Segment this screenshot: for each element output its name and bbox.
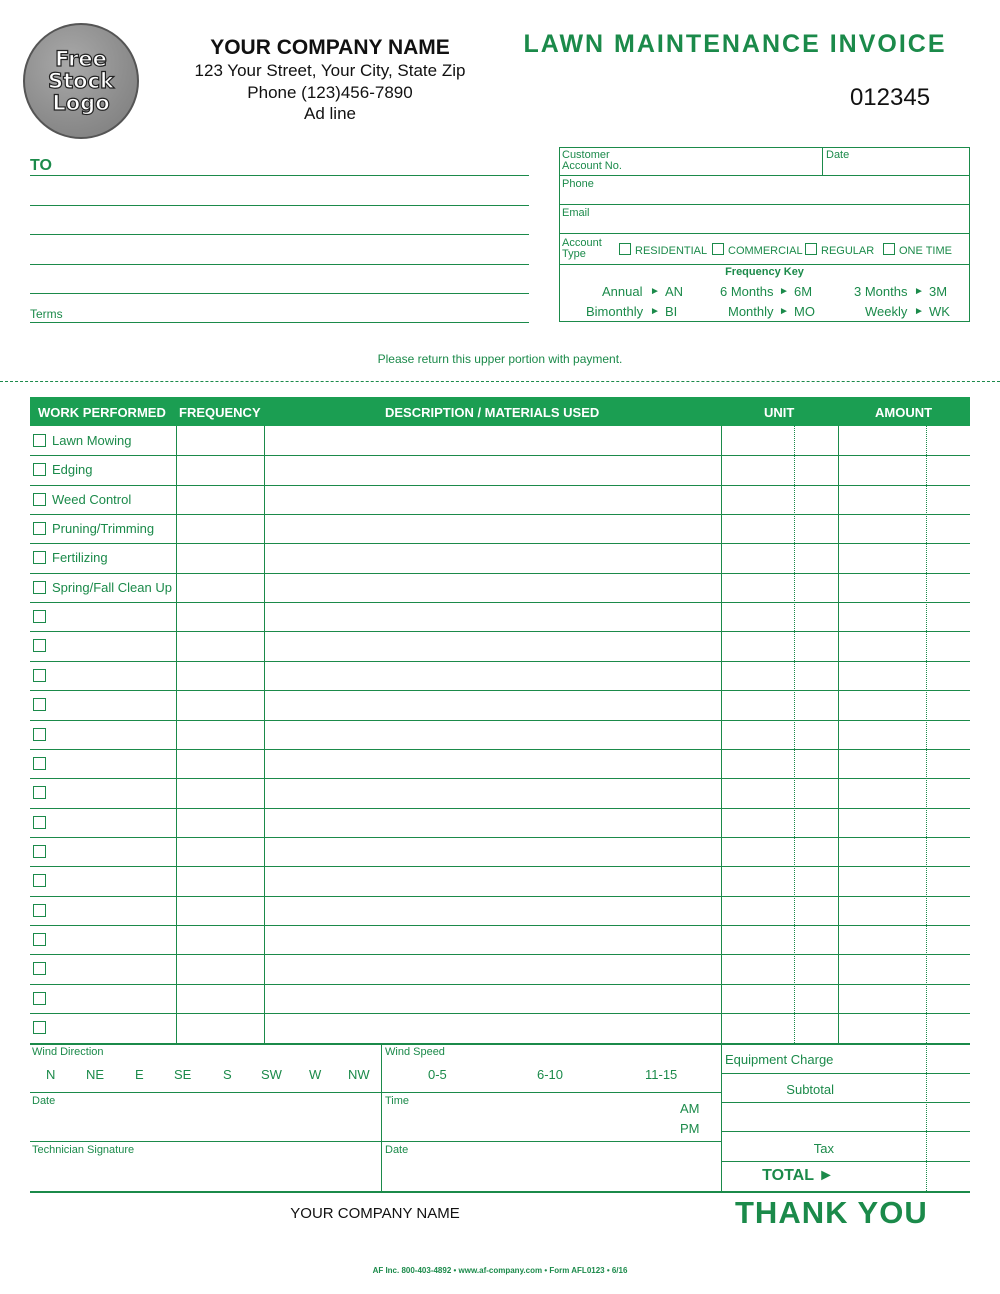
total-field[interactable]: [840, 1163, 966, 1189]
regular-label: REGULAR: [821, 245, 875, 257]
time-field[interactable]: [385, 1110, 665, 1138]
col-line: [264, 426, 265, 1043]
totals-rule: [721, 1161, 970, 1162]
header-description: DESCRIPTION / MATERIALS USED: [385, 405, 600, 420]
box-rule: [559, 204, 970, 205]
row-rule: [30, 896, 970, 897]
technician-signature-label: Technician Signature: [32, 1144, 135, 1156]
account-no-field[interactable]: [562, 162, 820, 174]
table-row[interactable]: [30, 514, 970, 543]
table-row[interactable]: [30, 690, 970, 719]
freq-annual-code: AN: [665, 284, 684, 299]
row-rule: [30, 954, 970, 955]
box-rule: [559, 264, 970, 265]
freq-weekly-name: Weekly: [865, 304, 908, 319]
box-rule: [559, 175, 970, 176]
one-time-checkbox[interactable]: [883, 243, 895, 255]
work-item-checkbox[interactable]: [33, 581, 46, 594]
header-work-performed: WORK PERFORMED: [38, 405, 166, 420]
freq-bimonthly-name: Bimonthly: [586, 304, 644, 319]
wind-dir-n[interactable]: N: [46, 1067, 56, 1082]
table-row[interactable]: [30, 720, 970, 749]
wind-dir-ne[interactable]: NE: [86, 1067, 105, 1082]
bottom-rule: [30, 1191, 970, 1193]
work-item-checkbox[interactable]: [33, 639, 46, 652]
logo-text-3: Logo: [52, 91, 110, 115]
work-item-checkbox[interactable]: [33, 698, 46, 711]
col-line: [838, 426, 839, 1043]
wind-dir-w[interactable]: W: [309, 1067, 322, 1082]
technician-signature-field[interactable]: [32, 1160, 377, 1188]
invoice-number: 012345: [849, 84, 931, 111]
company-address: 123 Your Street, Your City, State Zip: [194, 61, 466, 80]
work-item-checkbox[interactable]: [33, 493, 46, 506]
subtotal-field[interactable]: [840, 1075, 966, 1100]
logo-text-1: Free: [55, 47, 107, 71]
row-rule: [30, 690, 970, 691]
freq-weekly-code: WK: [929, 304, 950, 319]
freq-monthly-code: MO: [794, 304, 815, 319]
col-line: [721, 426, 722, 1191]
table-row[interactable]: [30, 866, 970, 895]
row-rule: [30, 808, 970, 809]
freq-6m-code: 6M: [794, 284, 813, 299]
pm-option[interactable]: PM: [680, 1121, 700, 1136]
work-item-label: Pruning/Trimming: [52, 521, 155, 537]
company-ad-line: Ad line: [304, 104, 356, 123]
totals-rule: [721, 1102, 970, 1103]
work-item-label: Lawn Mowing: [52, 433, 132, 448]
row-rule: [30, 778, 970, 779]
work-item-label: Weed Control: [52, 491, 132, 507]
header-unit: UNIT: [764, 405, 795, 420]
work-item-checkbox[interactable]: [33, 874, 46, 887]
work-item-label: Spring/Fall Clean Up: [52, 579, 172, 595]
bottom-divider: [381, 1043, 382, 1191]
table-row[interactable]: [30, 1013, 970, 1042]
row-rule: [30, 984, 970, 985]
work-item-checkbox[interactable]: [33, 463, 46, 476]
freq-6m-arrow-icon: ►: [779, 286, 789, 297]
equipment-charge-label: Equipment Charge: [725, 1052, 834, 1067]
row-rule: [30, 602, 970, 603]
bottom-rule: [30, 1141, 721, 1142]
work-item-checkbox[interactable]: [33, 845, 46, 858]
regular-checkbox[interactable]: [805, 243, 817, 255]
table-row[interactable]: [30, 954, 970, 983]
date-field[interactable]: [826, 162, 966, 174]
work-item-label: Fertilizing: [52, 550, 108, 566]
thank-you: THANK YOU: [735, 1195, 928, 1230]
row-rule: [30, 573, 970, 574]
box-divider: [822, 147, 823, 175]
wind-speed-11-15[interactable]: 11-15: [645, 1067, 678, 1082]
work-item-checkbox[interactable]: [33, 786, 46, 799]
box-rule: [559, 233, 970, 234]
table-header: [30, 397, 970, 426]
header-amount: AMOUNT: [875, 405, 933, 420]
customer-label: Customer: [562, 149, 610, 161]
logo-text-2: Stock: [47, 69, 114, 93]
to-label: TO: [30, 157, 52, 174]
table-row[interactable]: [30, 631, 970, 660]
tax-label: Tax: [813, 1141, 834, 1156]
to-line-4[interactable]: [30, 264, 529, 265]
freq-annual-arrow-icon: ►: [650, 286, 660, 297]
account-type-label-2: Type: [562, 248, 586, 260]
wind-dir-s[interactable]: S: [223, 1067, 232, 1082]
to-line-3[interactable]: [30, 234, 529, 235]
row-rule: [30, 485, 970, 486]
row-rule: [30, 1013, 970, 1014]
wind-dir-nw[interactable]: NW: [348, 1067, 370, 1082]
residential-checkbox[interactable]: [619, 243, 631, 255]
row-rule: [30, 455, 970, 456]
row-rule: [30, 925, 970, 926]
freq-3m-arrow-icon: ►: [914, 286, 924, 297]
company-phone: Phone (123)456-7890: [247, 83, 413, 102]
perforation-line: [0, 381, 1000, 382]
work-item-checkbox[interactable]: [33, 816, 46, 829]
work-item-checkbox[interactable]: [33, 669, 46, 682]
am-option[interactable]: AM: [680, 1101, 700, 1116]
one-time-label: ONE TIME: [899, 245, 952, 257]
wind-speed-0-5[interactable]: 0-5: [428, 1067, 447, 1082]
work-item-checkbox[interactable]: [33, 933, 46, 946]
work-item-label: Edging: [52, 462, 93, 478]
residential-label: RESIDENTIAL: [635, 245, 708, 257]
totals-rule: [721, 1131, 970, 1132]
subtotal-label: Subtotal: [786, 1082, 834, 1097]
to-line-2[interactable]: [30, 205, 529, 206]
table-row[interactable]: [30, 896, 970, 925]
bottom-rule: [30, 1092, 721, 1093]
tax-field[interactable]: [840, 1133, 966, 1158]
table-row[interactable]: [30, 925, 970, 954]
row-rule: [30, 661, 970, 662]
freq-6m-name: 6 Months: [720, 284, 774, 299]
row-rule: [30, 866, 970, 867]
work-item-checkbox[interactable]: [33, 551, 46, 564]
work-item-checkbox[interactable]: [33, 757, 46, 770]
account-no-label: Account No.: [562, 160, 622, 172]
signature-date-label: Date: [385, 1144, 409, 1156]
account-type-label-1: Account: [562, 237, 602, 249]
row-rule: [30, 631, 970, 632]
wind-speed-label: Wind Speed: [385, 1046, 445, 1058]
time-label: Time: [385, 1095, 410, 1107]
table-row[interactable]: [30, 984, 970, 1013]
table-row[interactable]: [30, 426, 970, 455]
freq-monthly-arrow-icon: ►: [779, 306, 789, 317]
work-item-checkbox[interactable]: [33, 728, 46, 741]
invoice-title: LAWN MAINTENANCE INVOICE: [523, 30, 947, 58]
signature-date-field[interactable]: [385, 1160, 717, 1188]
table-bottom-rule: [30, 1043, 970, 1045]
to-line-1[interactable]: [30, 175, 529, 176]
table-row[interactable]: [30, 485, 970, 514]
table-row[interactable]: [30, 749, 970, 778]
freq-3m-name: 3 Months: [854, 284, 908, 299]
email-field[interactable]: [600, 208, 966, 230]
freq-weekly-arrow-icon: ►: [914, 306, 924, 317]
return-note: Please return this upper portion with payment.: [377, 352, 623, 366]
freq-bimonthly-arrow-icon: ►: [650, 306, 660, 317]
table-row[interactable]: [30, 837, 970, 866]
work-item-checkbox[interactable]: [33, 904, 46, 917]
work-item-checkbox[interactable]: [33, 1021, 46, 1034]
form-footer: AF Inc. 800-403-4892 • www.af-company.com • Form AFL0123 • 6/16: [372, 1266, 628, 1275]
table-row[interactable]: [30, 778, 970, 807]
freq-monthly-name: Monthly: [728, 304, 774, 319]
row-rule: [30, 837, 970, 838]
table-row[interactable]: [30, 602, 970, 631]
unit-cents-line: [794, 426, 795, 1043]
freq-bimonthly-code: BI: [665, 304, 678, 319]
terms-label: Terms: [30, 307, 63, 321]
row-rule: [30, 720, 970, 721]
row-rule: [30, 514, 970, 515]
service-date-field[interactable]: [32, 1110, 377, 1138]
wind-speed-6-10[interactable]: 6-10: [537, 1067, 564, 1082]
footer-company-name: YOUR COMPANY NAME: [290, 1205, 460, 1222]
work-item-checkbox[interactable]: [33, 522, 46, 535]
table-row[interactable]: [30, 543, 970, 572]
wind-dir-e[interactable]: E: [135, 1067, 144, 1082]
terms-line[interactable]: [30, 322, 529, 323]
freq-3m-code: 3M: [929, 284, 948, 299]
company-logo: [23, 23, 139, 139]
service-date-label: Date: [32, 1095, 56, 1107]
totals-rule: [721, 1073, 970, 1074]
work-item-checkbox[interactable]: [33, 992, 46, 1005]
commercial-label: COMMERCIAL: [728, 245, 803, 257]
to-line-5[interactable]: [30, 293, 529, 294]
work-item-checkbox[interactable]: [33, 434, 46, 447]
phone-field[interactable]: [600, 179, 966, 201]
date-label: Date: [826, 149, 850, 161]
wind-dir-sw[interactable]: SW: [261, 1067, 282, 1082]
email-label: Email: [562, 207, 590, 219]
company-name: YOUR COMPANY NAME: [210, 36, 450, 59]
row-rule: [30, 543, 970, 544]
work-item-checkbox[interactable]: [33, 962, 46, 975]
frequency-key-title: Frequency Key: [725, 266, 804, 278]
wind-dir-se[interactable]: SE: [174, 1067, 192, 1082]
col-line: [176, 426, 177, 1043]
commercial-checkbox[interactable]: [712, 243, 724, 255]
wind-direction-label: Wind Direction: [32, 1046, 104, 1058]
row-rule: [30, 749, 970, 750]
phone-label: Phone: [562, 178, 594, 190]
work-item-checkbox[interactable]: [33, 610, 46, 623]
table-row[interactable]: [30, 808, 970, 837]
freq-annual-name: Annual: [602, 284, 643, 299]
table-row[interactable]: [30, 661, 970, 690]
total-label: TOTAL ►: [762, 1167, 834, 1184]
table-row[interactable]: [30, 455, 970, 484]
header-frequency: FREQUENCY: [179, 405, 261, 420]
